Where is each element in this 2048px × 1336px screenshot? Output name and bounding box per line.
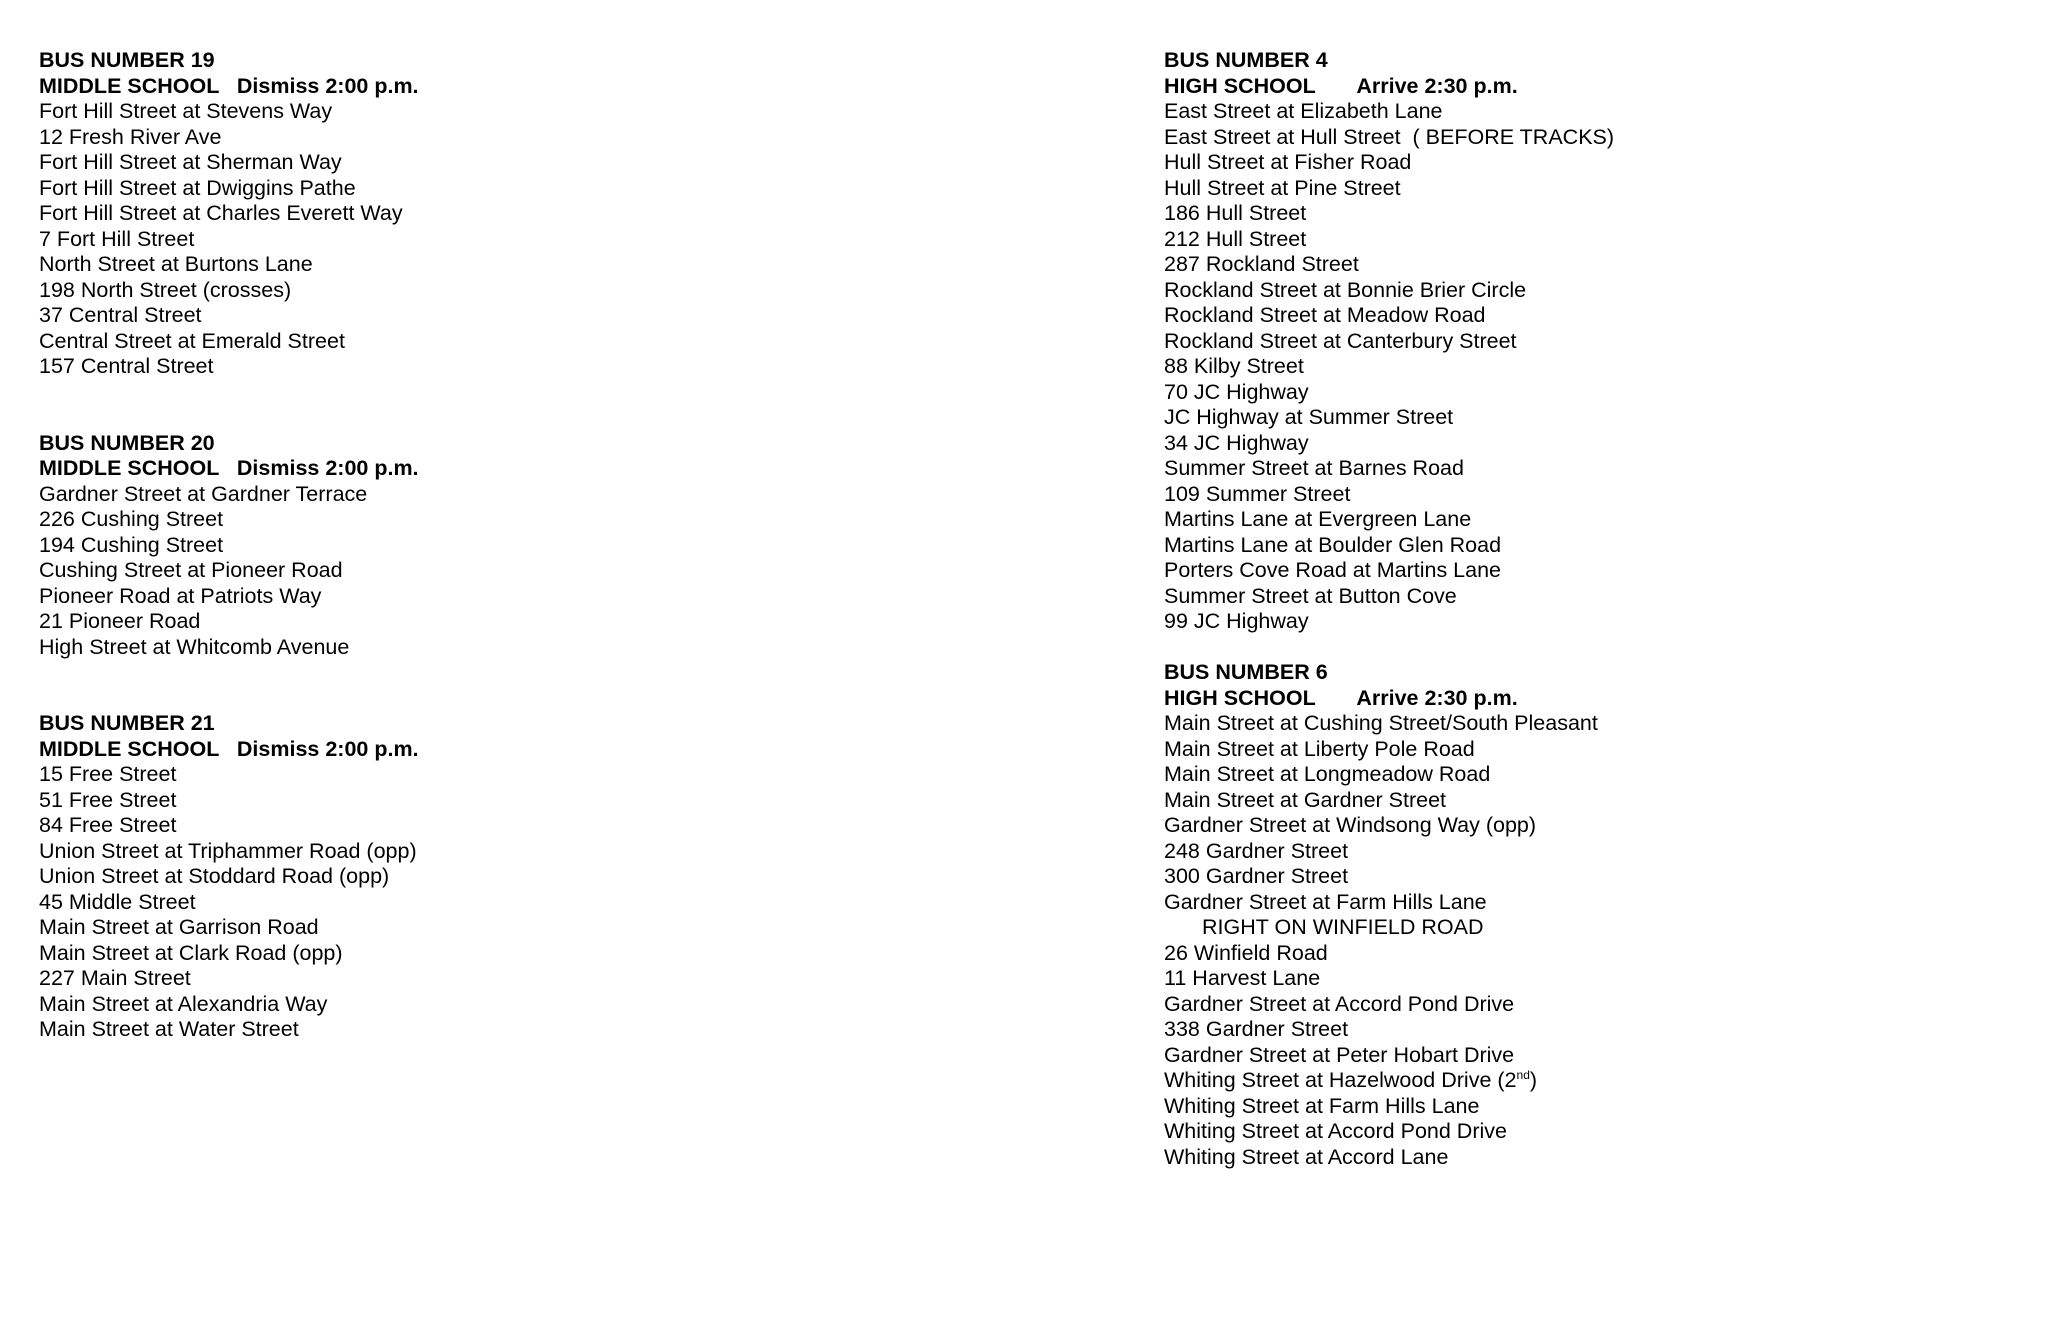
stop-item: Gardner Street at Farm Hills Lane [1164,889,1487,914]
stop-item: Martins Lane at Boulder Glen Road [1164,532,1502,557]
stop-item: Rockland Street at Canterbury Street [1164,328,1517,353]
stop-item: 338 Gardner Street [1164,1017,1349,1041]
stop-item: 45 Middle Street [39,889,196,914]
route-school-line [1164,74,2024,100]
stop-item: Fort Hill Street at Dwiggins Pathe [39,175,356,200]
stop-item: 109 Summer Street [1164,481,1351,506]
stop-item: Fort Hill Street at Sherman Way [39,150,342,174]
stop-item: Central Street at Emerald Street [39,328,345,353]
stop-item: Cushing Street at Pioneer Road [39,558,343,582]
stop-item: Main Street at Alexandria Way [39,991,328,1016]
left-column [39,48,1039,1043]
stop-item: Porters Cove Road at Martins Lane [1164,558,1501,582]
route-spacer [39,660,1039,711]
stop-item: Main Street at Water Street [39,1017,299,1041]
school-name: HIGH SCHOOL [1164,73,1316,98]
route-bus-6 [1164,660,2024,1170]
route-title: BUS NUMBER 19 [39,48,215,72]
route-spacer [1164,635,2024,661]
school-name: MIDDLE SCHOOL [39,736,219,761]
schedule-time: Dismiss 2:00 p.m. [236,736,419,761]
stop-item: 51 Free Street [39,787,177,812]
stop-item: 84 Free Street [39,813,177,837]
stop-item: Whiting Street at Accord Lane [1164,1144,1449,1169]
stop-item: Main Street at Garrison Road [39,915,319,939]
stop-text: Whiting Street at Hazelwood Drive (2 [1164,1068,1517,1092]
stop-item: 186 Hull Street [1164,201,1307,225]
stop-item: East Street at Hull Street ( BEFORE TRACKS) [1164,124,1615,149]
route-bus-20 [39,431,1039,661]
stop-item: 11 Harvest Lane [1164,966,1321,990]
route-school-line [39,737,1039,763]
stop-item: Hull Street at Fisher Road [1164,150,1412,174]
school-name: MIDDLE SCHOOL [39,73,219,98]
stop-item: Main Street at Cushing Street/South Pleasant [1164,711,1598,735]
stop-item-hazelwood [1164,1068,2024,1094]
stop-item: 99 JC Highway [1164,609,1309,633]
stop-item: 198 North Street (crosses) [39,277,292,302]
stop-item: 34 JC Highway [1164,430,1309,455]
stop-item: Union Street at Stoddard Road (opp) [39,864,390,888]
stop-item: Whiting Street at Farm Hills Lane [1164,1093,1480,1118]
stop-item: Gardner Street at Peter Hobart Drive [1164,1042,1515,1067]
route-spacer [39,380,1039,431]
stop-item: 21 Pioneer Road [39,609,201,633]
stop-item: 7 Fort Hill Street [39,226,195,251]
stop-item: 287 Rockland Street [1164,252,1359,276]
school-name: HIGH SCHOOL [1164,685,1316,710]
stop-item: 88 Kilby Street [1164,354,1304,378]
stop-item: Fort Hill Street at Charles Everett Way [39,201,403,225]
stop-item: Martins Lane at Evergreen Lane [1164,507,1472,531]
stop-item: 226 Cushing Street [39,507,224,531]
stop-item: Main Street at Clark Road (opp) [39,940,343,965]
route-title: BUS NUMBER 21 [39,711,215,735]
stop-item: Rockland Street at Meadow Road [1164,303,1486,327]
stop-item: 300 Gardner Street [1164,864,1349,888]
schedule-time: Dismiss 2:00 p.m. [236,73,419,98]
stop-item: Pioneer Road at Patriots Way [39,583,322,608]
schedule-time: Dismiss 2:00 p.m. [236,456,419,480]
stop-item: Hull Street at Pine Street [1164,175,1401,200]
stop-item: Main Street at Gardner Street [1164,787,1447,812]
stop-item: 26 Winfield Road [1164,940,1328,965]
stop-item: Gardner Street at Gardner Terrace [39,481,368,506]
stop-item: East Street at Elizabeth Lane [1164,99,1443,123]
stop-item: JC Highway at Summer Street [1164,405,1454,429]
stop-item: Fort Hill Street at Stevens Way [39,99,333,123]
route-school-line [39,74,1039,100]
stop-item: North Street at Burtons Lane [39,252,313,276]
stop-item: Summer Street at Button Cove [1164,583,1457,608]
right-column [1164,48,2024,1170]
stop-item: Main Street at Liberty Pole Road [1164,736,1475,761]
stop-item: Main Street at Longmeadow Road [1164,762,1491,786]
stop-item: 227 Main Street [39,966,191,990]
stop-item: High Street at Whitcomb Avenue [39,634,350,659]
stop-item: Gardner Street at Accord Pond Drive [1164,991,1515,1016]
stop-item: 212 Hull Street [1164,226,1307,251]
stop-item: Union Street at Triphammer Road (opp) [39,838,417,863]
schedule-time: Arrive 2:30 p.m. [1356,73,1518,98]
route-bus-4 [1164,48,2024,635]
stop-item: 248 Gardner Street [1164,838,1349,863]
stop-item: Whiting Street at Accord Pond Drive [1164,1119,1507,1143]
stop-direction-note: RIGHT ON WINFIELD ROAD [1202,915,1484,939]
route-school-line [1164,686,2024,712]
stop-item: 12 Fresh River Ave [39,124,222,149]
stop-item: 157 Central Street [39,354,214,378]
route-bus-21 [39,711,1039,1043]
ordinal-superscript: nd [1516,1067,1530,1082]
stop-item: 70 JC Highway [1164,379,1309,404]
route-title: BUS NUMBER 6 [1164,660,1328,684]
stop-item: Gardner Street at Windsong Way (opp) [1164,813,1537,837]
stop-item: 15 Free Street [39,762,177,786]
school-name: MIDDLE SCHOOL [39,456,219,480]
route-bus-19 [39,48,1039,380]
schedule-time: Arrive 2:30 p.m. [1356,685,1518,710]
closing-paren: ) [1529,1068,1538,1092]
route-title: BUS NUMBER 20 [39,430,215,455]
route-school-line [39,456,1039,482]
stop-item: Summer Street at Barnes Road [1164,456,1464,480]
stop-item: 194 Cushing Street [39,532,224,557]
stop-item: Rockland Street at Bonnie Brier Circle [1164,277,1527,302]
stop-item: 37 Central Street [39,303,202,327]
route-title: BUS NUMBER 4 [1164,48,1328,72]
